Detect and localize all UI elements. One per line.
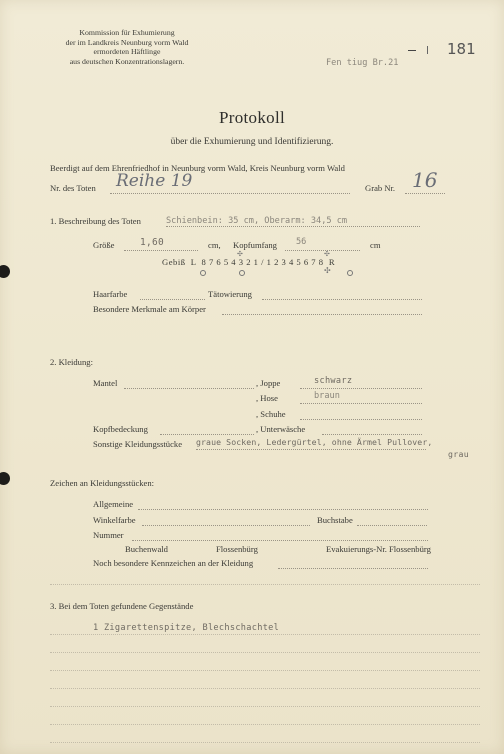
noch-label: Noch besondere Kennzeichen an der Kleidung <box>93 558 254 568</box>
section1-heading: 1. Beschreibung des Toten <box>50 216 141 226</box>
tooth-cross-mark-top: ✣ <box>237 250 243 258</box>
hose-label: , Hose <box>256 393 278 403</box>
ruled-line-3 <box>50 652 480 653</box>
sonstige-label: Sonstige Kleidungsstücke <box>93 439 183 449</box>
size-label: Größe <box>93 240 115 250</box>
schuhe-line <box>300 419 422 420</box>
ruled-line-2 <box>50 634 480 635</box>
unter-line <box>322 434 422 435</box>
ruled-line-8 <box>50 742 480 743</box>
ruled-line-6 <box>50 706 480 707</box>
grab-label: Grab Nr. <box>365 183 396 193</box>
allgemeine-label: Allgemeine <box>93 499 134 509</box>
section3-heading: 3. Bei dem Toten gefundene Gegenstände <box>50 601 194 611</box>
burial-label: Beerdigt auf dem Ehrenfriedhof in Neunburg vorm Wald, Kreis Neunburg vorm Wald <box>50 163 345 173</box>
tooth-cross-mark-top-2: ✣ <box>324 250 330 258</box>
nummer-label: Nummer <box>93 530 124 540</box>
schuhe-label: , Schuhe <box>256 409 286 419</box>
hair-label: Haarfarbe <box>93 289 128 299</box>
mantel-line <box>124 388 254 389</box>
punch-hole-top <box>0 265 10 278</box>
tattoo-line <box>262 299 422 300</box>
page-number: 181 <box>447 40 476 58</box>
section1-typed-description: Schienbein: 35 cm, Oberarm: 34,5 cm <box>166 216 348 226</box>
head-value: 56 <box>296 237 307 247</box>
size-value: 1,60 <box>140 237 165 248</box>
section1-line <box>166 226 420 227</box>
size-line <box>124 250 198 251</box>
page-mark-tick <box>427 46 428 54</box>
winkelfarbe-line <box>142 525 310 526</box>
page-mark <box>408 50 416 51</box>
mantel-label: Mantel <box>93 378 118 388</box>
marks-label: Besondere Merkmale am Körper <box>93 304 206 314</box>
typed-reference: Fen tiug Br.21 <box>326 58 399 68</box>
ruled-line-5 <box>50 688 480 689</box>
commission-header <box>42 28 212 66</box>
buchenwald-label: Buchenwald <box>125 544 168 554</box>
grab-value: 16 <box>412 168 438 192</box>
tooth-mark-2 <box>239 270 245 276</box>
grab-line <box>405 193 445 194</box>
marks-line <box>222 314 422 315</box>
teeth-chart: Gebiß L 8 7 6 5 4 3 2 1 / 1 2 3 4 5 6 7 8 R <box>162 257 336 267</box>
ruled-line-4 <box>50 670 480 671</box>
dead-nr-value: Reihe 19 <box>116 171 193 191</box>
sonstige-value: graue Socken, Ledergürtel, ohne Ärmel Pullover, <box>196 437 433 447</box>
head-line <box>285 250 360 251</box>
ruled-line-7 <box>50 724 480 725</box>
joppe-label: , Joppe <box>256 378 281 388</box>
hose-line <box>300 403 422 404</box>
allgemeine-line <box>138 509 428 510</box>
commission-line-4: aus deutschen Konzentrationslagern. <box>69 56 185 66</box>
tooth-mark-3 <box>347 270 353 276</box>
head-label: Kopfumfang <box>233 240 277 250</box>
section2-heading: 2. Kleidung: <box>50 357 93 367</box>
joppe-value: schwarz <box>314 376 353 386</box>
tooth-cross-mark: ✣ <box>324 266 331 275</box>
page-title: Protokoll <box>219 108 285 127</box>
dead-nr-label: Nr. des Toten <box>50 183 96 193</box>
dead-nr-line <box>110 193 350 194</box>
marks-heading: Zeichen an Kleidungsstücken: <box>50 478 155 488</box>
buchstabe-line <box>357 525 427 526</box>
nummer-line <box>132 540 428 541</box>
sonstige-line <box>196 449 426 450</box>
hair-line <box>140 299 205 300</box>
buchstabe-label: Buchstabe <box>317 515 353 525</box>
punch-hole-bottom <box>0 472 10 485</box>
section3-typed-value: 1 Zigarettenspitze, Blechschachtel <box>93 623 280 633</box>
kopf-label: Kopfbedeckung <box>93 424 148 434</box>
commission-line-2: der im Landkreis Neunburg vorm Wald <box>65 37 189 47</box>
sonstige-value-2: grau <box>448 449 469 459</box>
cm-label: cm, <box>208 240 221 250</box>
commission-line-3: ermordeten Häftlinge <box>93 47 161 56</box>
kopf-line <box>160 434 254 435</box>
commission-line-1: Kommission für Exhumierung <box>79 28 175 37</box>
hose-value: braun <box>314 391 340 401</box>
page-subtitle: über die Exhumierung und Identifizierung. <box>170 137 334 147</box>
tattoo-label: Tätowierung <box>208 289 252 299</box>
unter-label: , Unterwäsche <box>256 424 306 434</box>
winkelfarbe-label: Winkelfarbe <box>93 515 136 525</box>
evak-label: Evakuierungs-Nr. Flossenbürg <box>326 544 431 554</box>
cm2-label: cm <box>370 240 381 250</box>
joppe-line <box>300 388 422 389</box>
noch-line <box>278 568 428 569</box>
ruled-line-1 <box>50 584 480 585</box>
tooth-mark-1 <box>200 270 206 276</box>
flossenbuerg-label: Flossenbürg <box>216 544 258 554</box>
